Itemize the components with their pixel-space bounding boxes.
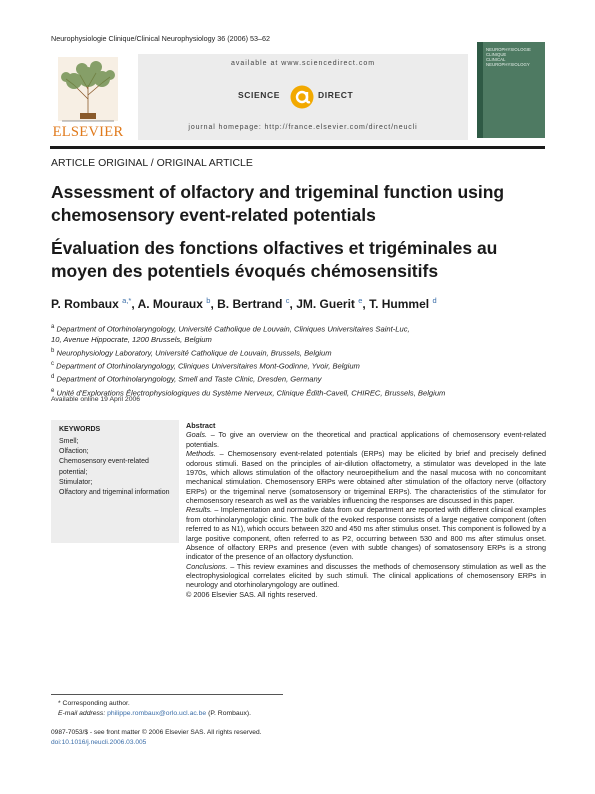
keyword-item: Olfaction; (59, 448, 89, 456)
affil-mark: c (51, 361, 54, 368)
abstract-results (186, 505, 546, 561)
keyword-item: Chemosensory event-related potential; (59, 458, 149, 476)
affil-text: 10, Avenue Hippocrate, 1200 Brussels, Belgium (51, 335, 212, 345)
keyword-item: Stimulator; (59, 478, 93, 486)
cover-line: CLINIQUE (486, 52, 507, 57)
abstract-title: Abstract (186, 421, 216, 430)
author-list: P. Rombaux $^{a,*}$, A. Mouraux $^b$, B. Bertrand $^c$, JM. Guerit $^e$, T. Hummel $^d$ (51, 296, 437, 311)
cover-line: NEUROPHYSIOLOGIE (486, 47, 531, 52)
author-affil-mark[interactable]: d (432, 296, 437, 305)
email-link[interactable]: philippe.rombaux@orlo.ucl.ac.be (107, 710, 207, 717)
sd-at-icon (288, 84, 316, 110)
affiliation-line (51, 335, 551, 346)
author-name[interactable]: T. Hummel (369, 297, 430, 311)
author-affil-mark[interactable]: a,* (122, 296, 132, 305)
keywords-box (51, 420, 179, 543)
author-affil-mark[interactable]: b (206, 296, 211, 305)
author-name[interactable]: P. Rombaux (51, 297, 119, 311)
sd-logo-right: DIRECT (318, 90, 354, 100)
email-label: E-mail address: (58, 710, 106, 717)
available-online-date: Available online 19 April 2006 (51, 396, 141, 403)
cover-title (486, 47, 542, 67)
journal-reference: Neurophysiologie Clinique/Clinical Neurophysiology 36 (2006) 53–62 (51, 34, 270, 43)
author-name[interactable]: JM. Guerit (296, 297, 355, 311)
abstract-heading: Conclusions. (186, 561, 228, 571)
header-rule (50, 146, 545, 149)
email-suffix: (P. Rombaux). (206, 710, 252, 717)
author-affil-mark[interactable]: c (285, 296, 290, 305)
affiliation-line (51, 346, 551, 359)
abstract-heading: Results. (186, 505, 213, 515)
abstract-heading: Goals. (186, 430, 207, 440)
affil-text: Department of Otorhinolaryngology, Université Catholique de Louvain, Cliniques Universitaires Saint-Luc, (56, 324, 410, 334)
cover-line: CLINICAL (486, 57, 506, 62)
abstract-methods (186, 449, 546, 505)
affiliation-line (51, 359, 551, 372)
abstract-goals (186, 430, 546, 449)
affil-mark: a (51, 324, 55, 330)
abstract-copyright (186, 590, 546, 599)
affil-text: Neurophysiology Laboratory, Université Catholique de Louvain, Brussels, Belgium (56, 348, 332, 358)
affiliations (51, 322, 551, 399)
affiliation-line (51, 372, 551, 385)
affil-mark: b (51, 347, 55, 354)
sciencedirect-logo (238, 84, 370, 110)
available-at-text[interactable]: available at www.sciencedirect.com (230, 60, 376, 67)
sciencedirect-banner (138, 54, 468, 140)
affil-text: Unité d'Explorations Électrophysiologiques du Système Nerveux, Clinique Édith-Cavell, CHIREC, Brussels, Belgium (56, 388, 446, 398)
article-type-label: ARTICLE ORIGINAL / ORIGINAL ARTICLE (51, 157, 253, 169)
doi-link[interactable]: doi:10.1016/j.neucli.2006.03.005 (51, 739, 147, 746)
keyword-item: Olfactory and trigeminal information (59, 489, 170, 497)
affil-text: Department of Otorhinolaryngology, Smell and Taste Clinic, Dresden, Germany (56, 374, 322, 384)
abstract (186, 421, 546, 599)
journal-cover-thumbnail (477, 42, 545, 138)
abstract-text: – Implementation and normative data from our department are reported with different clinical examples from otorhinolaryngologic clinic. The bulk of the evoked response consists of a large negative component (often referred to as N1), which occurs between 320 and 450 ms after stimulus onset. This component is followed by a large positive component, often referred to as P2, occurring between 530 and 800 ms after stimulus onset. Absence of olfactory ERPs and presence (even with subtle changes) of somatosensory ERPs is a strong indicator of the presence of an olfactory dysfunction. (186, 505, 546, 562)
author-affil-mark[interactable]: e (358, 296, 363, 305)
title-english: Assessment of olfactory and trigeminal function using chemosensory event-related potentials (51, 182, 505, 225)
issn-line: 0987-7053/$ - see front matter © 2006 Elsevier SAS. All rights reserved. (51, 729, 262, 736)
abstract-heading: Methods. (186, 449, 216, 459)
abstract-text: – To give an overview on the theoretical and practical applications of chemosensory event-related potentials. (186, 430, 546, 449)
abstract-text: – This review examines and discusses the methods of chemosensory stimulation as well as the electrophysiological correlates elicited by such stimuli. The clinical applications of chemosensory ERPs in neurology and otorhinolaryngology are outlined. (186, 561, 546, 590)
footnote-rule (51, 694, 283, 695)
abstract-text: © 2006 Elsevier SAS. All rights reserved. (186, 589, 318, 599)
affil-mark: d (51, 374, 55, 381)
email-line (58, 709, 251, 719)
footnote (58, 699, 251, 719)
abstract-text: – Chemosensory event-related potentials (ERPs) may be elicited by brief and precisely defined odorous stimuli. Based on the principles of air-dilution olfactometry, a stimulator was developed in the late 1970s, which allows stimulation of the olfactory neuroepithelium and the nasal mucosa with no concomitant mechanical stimulation. Chemosensory ERPs were obtained after stimulation of the olfactory nerve (olfactory ERPs) or the trigeminal nerve (somatosensory or trigeminal ERPs). The characteristics of the stimulator for chemosensory research as well as the variables influencing the responses are discussed in this paper. (186, 449, 546, 505)
author-name[interactable]: A. Mouraux (137, 297, 203, 311)
abstract-conclusions (186, 562, 546, 590)
sd-logo-left: SCIENCE (238, 90, 280, 100)
journal-homepage-link[interactable]: journal homepage: http://france.elsevier.com/direct/neucli (188, 124, 418, 131)
keywords-list (59, 437, 175, 498)
affiliation-line (51, 322, 551, 335)
keywords-title: KEYWORDS (59, 426, 101, 433)
cover-stripe (477, 42, 483, 138)
issn-line-block (51, 728, 261, 748)
affil-mark: e (51, 387, 55, 394)
publisher-name: ELSEVIER (52, 124, 124, 140)
cover-line: NEUROPHYSIOLOGY (486, 62, 530, 67)
affil-text: Department of Otorhinolaryngology, Cliniques Universitaires Mont-Godinne, Yvoir, Belgium (56, 361, 360, 371)
title-french: Évaluation des fonctions olfactives et trigéminales au moyen des potentiels évoqués chémosensitifs (51, 238, 498, 281)
keyword-item: Smell; (59, 438, 79, 445)
corresponding-author-note: * Corresponding author. (58, 700, 130, 707)
author-name[interactable]: B. Bertrand (217, 297, 283, 311)
